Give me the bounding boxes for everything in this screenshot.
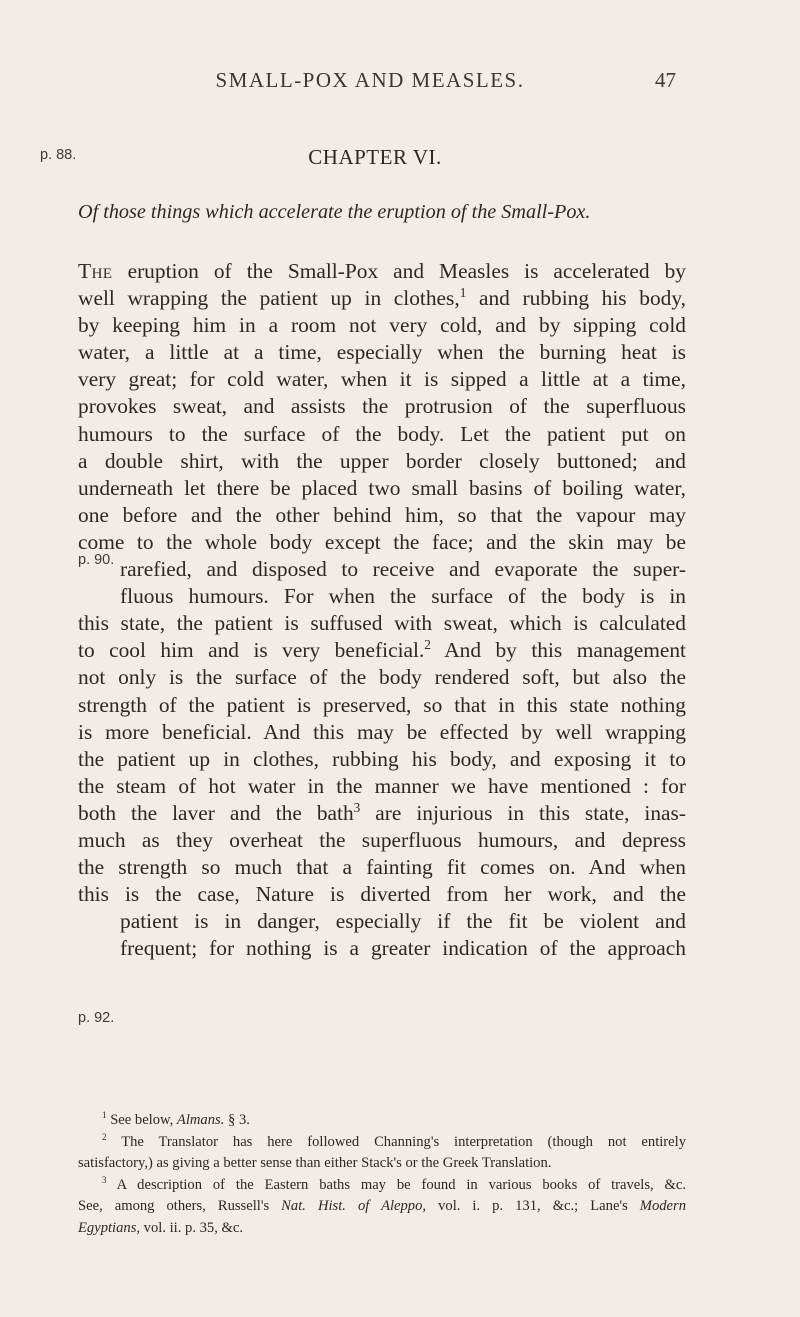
text-line: not only is the surface of the body rendered soft, but also the <box>78 665 686 690</box>
footnote-line: $^3$ A description of the Eastern baths may be found in various books of travels, &c. <box>102 1174 686 1193</box>
running-title: SMALL-POX AND MEASLES. <box>215 68 525 92</box>
text-line: water, a little at a time, especially when the burning heat is <box>78 340 686 365</box>
margin-ref-p90: p. 90. <box>78 552 115 568</box>
text-line: well wrapping the patient up in clothes,$^1$ and rubbing his body, <box>78 284 686 311</box>
footnotes <box>78 1110 686 1240</box>
margin-ref-p88: p. 88. <box>40 147 77 163</box>
text-line: The eruption of the Small-Pox and Measles is accelerated by <box>78 259 686 283</box>
text-line: both the laver and the bath$^3$ are injurious in this state, inas- <box>78 799 686 825</box>
page-number: 47 <box>655 68 676 92</box>
text-line: the steam of hot water in the manner we have mentioned : for <box>78 773 686 798</box>
italic-title: Modern <box>639 1198 686 1215</box>
footnote-number: 3 <box>102 1174 107 1185</box>
text-line: to cool him and is very beneficial.$^2$ And by this management <box>78 637 686 663</box>
footnote-marker: 3 <box>353 799 361 815</box>
text-line: very great; for cold water, when it is sipped a little at a time, <box>78 367 686 392</box>
footnote-marker: 2 <box>424 637 431 653</box>
text-line: humours to the surface of the body. Let the patient put on <box>78 421 686 446</box>
footnote-line: $^2$ The Translator has here followed Channing's interpretation (though not entirely <box>102 1131 687 1150</box>
text-line: the patient up in clothes, rubbing his body, and exposing it to <box>78 746 686 771</box>
chapter-subtitle: Of those things which accelerate the eruption of the Small-Pox. <box>78 201 591 223</box>
footnote-number: 2 <box>102 1131 107 1142</box>
lead-word: The <box>78 259 113 283</box>
text-line: fluous humours. For when the surface of the body is in <box>120 584 686 609</box>
text-line: the strength so much that a fainting fit comes on. And when <box>78 855 686 880</box>
italic-title: Almans. <box>176 1112 225 1128</box>
text-line: much as they overheat the superfluous humours, and depress <box>78 827 686 852</box>
text-line: rarefied, and disposed to receive and evaporate the super- <box>120 557 686 582</box>
footnote-line: See, among others, Russell's Nat. Hist. of Aleppo, vol. i. p. 131, &c.; Lane's Modern <box>78 1198 686 1215</box>
chapter-title: CHAPTER VI. <box>308 145 442 169</box>
text-line: underneath let there be placed two small basins of boiling water, <box>78 475 686 500</box>
text-line: frequent; for nothing is a greater indication of the approach <box>120 936 686 961</box>
text-line: provokes sweat, and assists the protrusion of the superfluous <box>78 394 686 419</box>
text-line: is more beneficial. And this may be effected by well wrapping <box>78 719 686 744</box>
text-line: patient is in danger, especially if the fit be violent and <box>120 909 686 934</box>
text-line: come to the whole body except the face; and the skin may be <box>78 529 686 554</box>
text-line: this state, the patient is suffused with sweat, which is calculated <box>78 611 686 636</box>
italic-title: Nat. Hist. of Aleppo, <box>281 1198 427 1215</box>
text-line: strength of the patient is preserved, so that in this state nothing <box>78 692 686 717</box>
text-line: this is the case, Nature is diverted from her work, and the <box>78 882 686 907</box>
text-line: one before and the other behind him, so that the vapour may <box>78 502 686 527</box>
footnote-line: $^1$ See below, Almans. § 3. <box>102 1110 250 1128</box>
margin-ref-p92: p. 92. <box>78 1010 115 1026</box>
italic-title: Egyptians, <box>78 1219 141 1236</box>
footnote-line: satisfactory,) as giving a better sense than either Stack's or the Greek Translation. <box>78 1155 552 1172</box>
footnote-number: 1 <box>102 1110 107 1121</box>
footnote-marker: 1 <box>459 284 467 300</box>
text-line: a double shirt, with the upper border closely buttoned; and <box>78 448 686 473</box>
text-line: by keeping him in a room not very cold, and by sipping cold <box>78 313 686 338</box>
footnote-line: Egyptians, vol. ii. p. 35, &c. <box>78 1219 243 1236</box>
body-paragraph <box>78 258 686 962</box>
